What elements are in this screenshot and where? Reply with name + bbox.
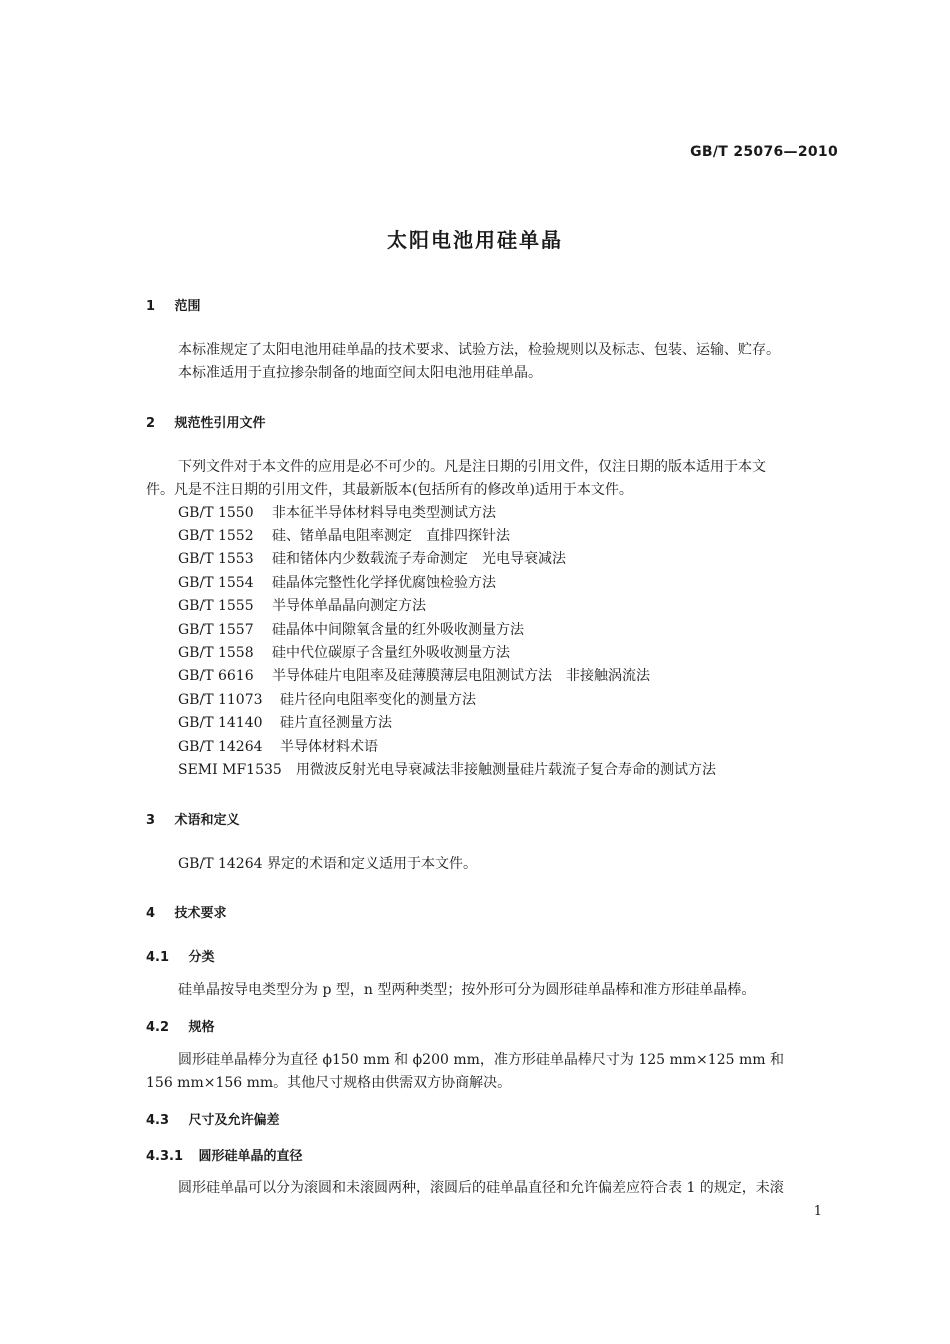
reference-title: 硅晶体完整性化学择优腐蚀检验方法 — [272, 575, 496, 591]
reference-code: SEMI MF1535 — [178, 762, 282, 778]
reference-code: GB/T 1558 — [178, 645, 254, 661]
reference-title: 半导体硅片电阻率及硅薄膜薄层电阻测试方法 非接触涡流法 — [272, 668, 650, 684]
reference-code: GB/T 1555 — [178, 598, 254, 614]
reference-code: GB/T 14264 — [178, 739, 263, 755]
reference-item — [178, 525, 510, 548]
section-title: 技术要求 — [174, 906, 227, 921]
paragraph: 156 mm×156 mm。其他尺寸规格由供需双方协商解决。 — [146, 1075, 512, 1091]
reference-item — [178, 595, 426, 618]
reference-title: 硅中代位碳原子含量红外吸收测量方法 — [272, 645, 510, 661]
paragraph: 硅单晶按导电类型分为 p 型，n 型两种类型；按外形可分为圆形硅单晶棒和准方形硅单晶棒。 — [178, 982, 756, 998]
reference-code: GB/T 1557 — [178, 622, 254, 638]
section-4-3-1-heading — [146, 1145, 303, 1164]
paragraph: 圆形硅单晶可以分为滚圆和未滚圆两种，滚圆后的硅单晶直径和允许偏差应符合表 1 的规定，未滚 — [178, 1180, 784, 1196]
reference-item — [178, 642, 510, 665]
section-number: 1 — [146, 299, 156, 314]
section-title: 尺寸及允许偏差 — [188, 1113, 280, 1128]
section-4-heading — [146, 902, 227, 921]
reference-title: 硅和锗体内少数载流子寿命测定 光电导衰减法 — [272, 551, 566, 567]
reference-title: 硅片直径测量方法 — [280, 715, 392, 731]
reference-code: GB/T 1552 — [178, 528, 254, 544]
section-title: 术语和定义 — [174, 813, 240, 828]
reference-code: GB/T 14140 — [178, 715, 263, 731]
paragraph: 本标准规定了太阳电池用硅单晶的技术要求、试验方法，检验规则以及标志、包装、运输、贮存。 — [178, 342, 780, 358]
reference-item — [178, 502, 496, 525]
reference-code: GB/T 11073 — [178, 692, 263, 708]
section-title: 分类 — [188, 950, 215, 965]
reference-item — [178, 665, 650, 688]
reference-code: GB/T 1554 — [178, 575, 254, 591]
section-number: 3 — [146, 813, 156, 828]
reference-item — [178, 689, 476, 712]
standard-number: GB/T 25076—2010 — [690, 144, 838, 160]
paragraph: 件。凡是不注日期的引用文件，其最新版本(包括所有的修改单)适用于本文件。 — [146, 482, 633, 498]
section-4-3-heading — [146, 1109, 280, 1128]
section-number: 2 — [146, 416, 156, 431]
section-3-heading — [146, 809, 240, 828]
reference-title: 硅、锗单晶电阻率测定 直排四探针法 — [272, 528, 510, 544]
section-title: 规格 — [188, 1020, 215, 1035]
section-4-2-heading — [146, 1016, 215, 1035]
section-number: 4.1 — [146, 950, 170, 965]
section-title: 圆形硅单晶的直径 — [198, 1149, 303, 1164]
section-4-1-heading — [146, 946, 215, 965]
reference-title: 硅片径向电阻率变化的测量方法 — [280, 692, 476, 708]
section-number: 4.3 — [146, 1113, 170, 1128]
reference-code: GB/T 1553 — [178, 551, 254, 567]
reference-title: 用微波反射光电导衰减法非接触测量硅片载流子复合寿命的测试方法 — [296, 762, 716, 778]
paragraph: 圆形硅单晶棒分为直径 ϕ150 mm 和 ϕ200 mm，准方形硅单晶棒尺寸为 125 mm×125 mm 和 — [178, 1052, 784, 1068]
page-number: 1 — [813, 1204, 822, 1219]
section-number: 4 — [146, 906, 156, 921]
reference-title: 非本征半导体材料导电类型测试方法 — [272, 505, 496, 521]
reference-item — [178, 759, 716, 782]
reference-title: 半导体单晶晶向测定方法 — [272, 598, 426, 614]
reference-item — [178, 572, 496, 595]
reference-item — [178, 619, 524, 642]
section-title: 范围 — [174, 299, 201, 314]
section-1-heading — [146, 295, 201, 314]
paragraph: 本标准适用于直拉掺杂制备的地面空间太阳电池用硅单晶。 — [178, 365, 542, 381]
section-title: 规范性引用文件 — [174, 416, 266, 431]
reference-code: GB/T 6616 — [178, 668, 254, 684]
section-number: 4.2 — [146, 1020, 170, 1035]
reference-item — [178, 712, 392, 735]
paragraph: GB/T 14264 界定的术语和定义适用于本文件。 — [178, 856, 477, 872]
paragraph: 下列文件对于本文件的应用是必不可少的。凡是注日期的引用文件，仅注日期的版本适用于本文 — [178, 459, 766, 475]
reference-item — [178, 736, 378, 759]
reference-code: GB/T 1550 — [178, 505, 254, 521]
reference-title: 半导体材料术语 — [280, 739, 378, 755]
section-number: 4.3.1 — [146, 1149, 184, 1164]
reference-item — [178, 548, 566, 571]
reference-title: 硅晶体中间隙氧含量的红外吸收测量方法 — [272, 622, 524, 638]
document-title: 太阳电池用硅单晶 — [387, 228, 563, 252]
section-2-heading — [146, 412, 266, 431]
